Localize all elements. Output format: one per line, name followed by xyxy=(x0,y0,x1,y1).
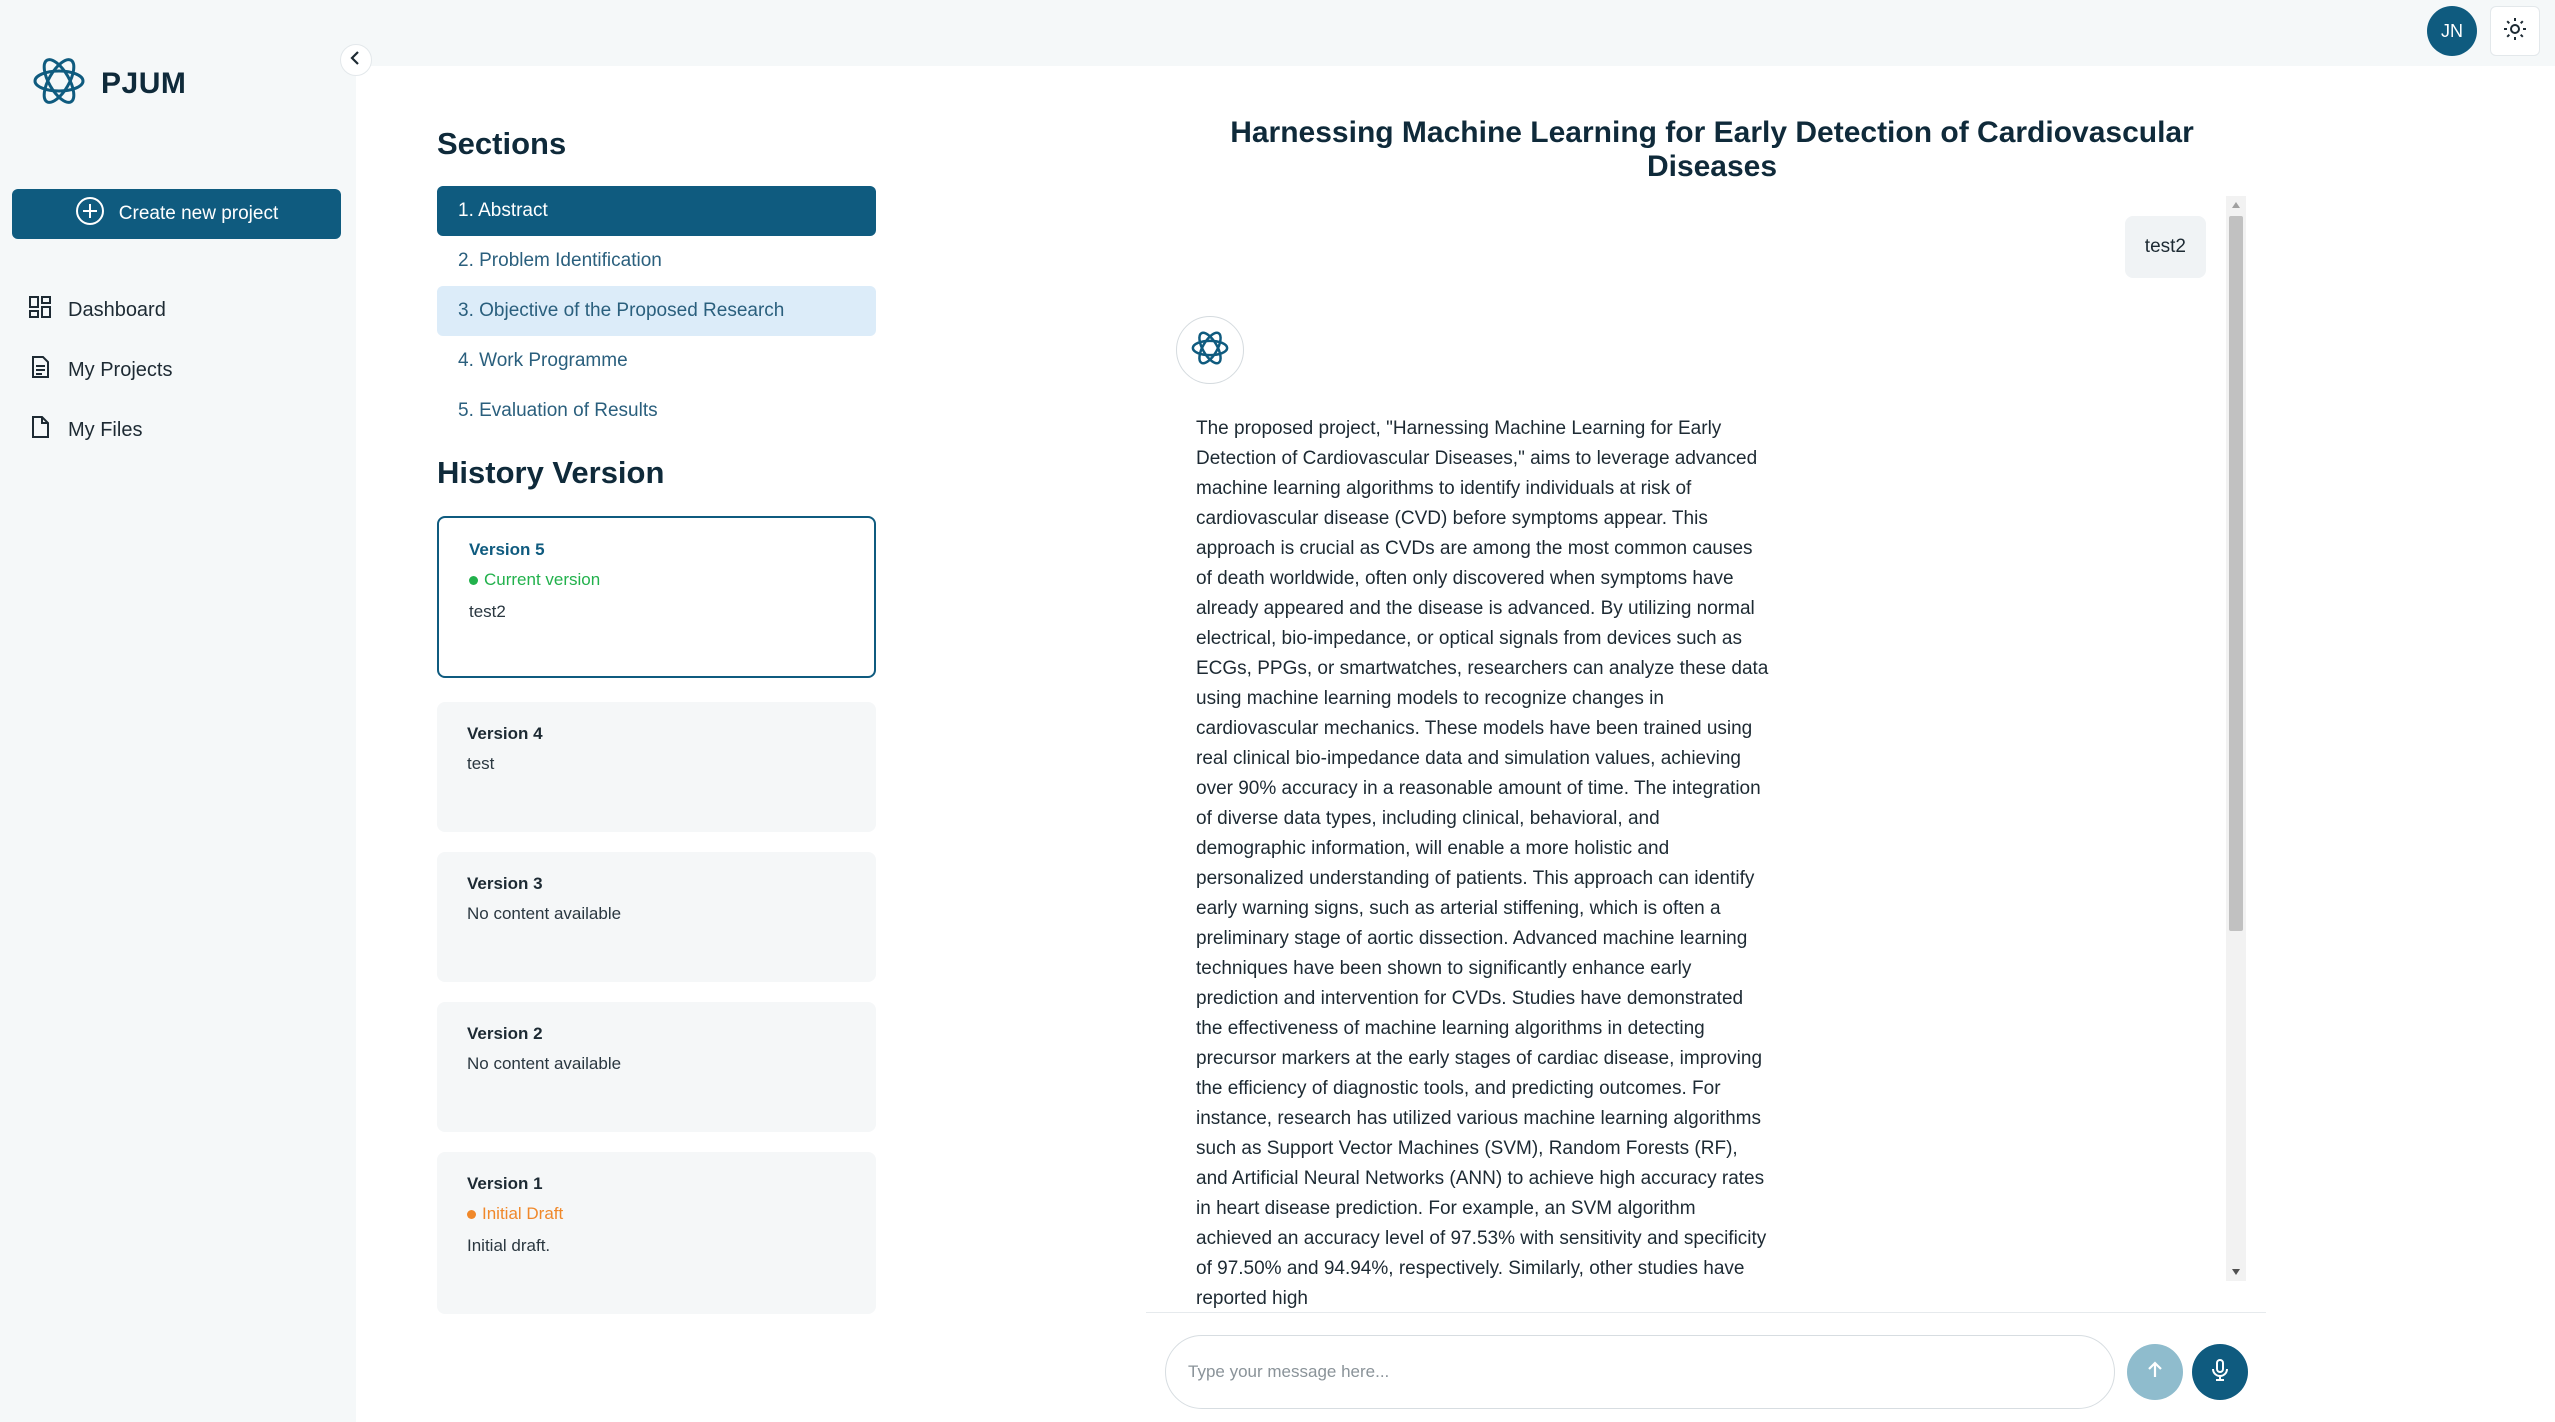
version-card-4[interactable] xyxy=(437,702,876,832)
sidebar-item-my-files[interactable] xyxy=(28,400,172,460)
version-name: Version 4 xyxy=(467,724,543,743)
sidebar-item-label: Dashboard xyxy=(68,298,166,321)
version-card-1[interactable] xyxy=(437,1152,876,1314)
version-text: Initial draft. xyxy=(467,1236,551,1255)
input-divider xyxy=(1146,1312,2266,1313)
version-card-3[interactable] xyxy=(437,852,876,982)
sidebar-nav xyxy=(28,280,172,460)
version-card-2[interactable] xyxy=(437,1002,876,1132)
version-text: No content available xyxy=(467,1054,622,1073)
create-project-label: Create new project xyxy=(118,203,279,224)
version-name: Version 5 xyxy=(469,540,545,559)
section-item-abstract[interactable]: 1. Abstract xyxy=(437,186,876,236)
logo-icon xyxy=(31,53,87,114)
chevron-left-icon xyxy=(348,50,364,71)
version-card-5[interactable] xyxy=(437,516,876,678)
document-title: Harnessing Machine Learning for Early Detection of Cardiovascular Diseases xyxy=(1230,116,2194,183)
section-item-evaluation[interactable]: 5. Evaluation of Results xyxy=(458,400,658,421)
section-item-problem-identification[interactable]: 2. Problem Identification xyxy=(458,250,662,271)
version-name: Version 1 xyxy=(467,1174,543,1193)
sidebar-item-dashboard[interactable] xyxy=(28,280,172,340)
chat-scrollbar[interactable] xyxy=(2226,196,2246,1281)
assistant-logo-icon xyxy=(1190,328,1230,373)
section-list xyxy=(437,186,876,436)
version-text: No content available xyxy=(467,904,622,923)
microphone-icon xyxy=(2208,1358,2232,1387)
chat-area[interactable] xyxy=(1146,196,2246,1309)
history-heading: History Version xyxy=(437,455,665,490)
sun-icon xyxy=(2503,17,2527,46)
version-status xyxy=(469,570,844,590)
sidebar xyxy=(0,0,356,1422)
sidebar-item-label: My Files xyxy=(68,418,143,441)
section-item-work-programme[interactable]: 4. Work Programme xyxy=(458,350,628,371)
theme-toggle-button[interactable] xyxy=(2490,6,2540,56)
create-project-button[interactable] xyxy=(12,189,341,239)
scroll-thumb[interactable] xyxy=(2229,216,2243,931)
sections-heading: Sections xyxy=(437,126,567,161)
version-status-label: Initial Draft xyxy=(482,1204,564,1223)
version-status xyxy=(467,1204,846,1224)
dashboard-icon xyxy=(28,295,52,325)
version-status-label: Current version xyxy=(484,570,601,589)
document-icon xyxy=(28,355,52,385)
sidebar-item-label: My Projects xyxy=(68,358,173,381)
collapse-sidebar-button[interactable] xyxy=(340,44,372,76)
send-button[interactable] xyxy=(2127,1344,2183,1400)
version-name: Version 3 xyxy=(467,874,543,893)
assistant-message-text: The proposed project, "Harnessing Machine Learning for Early Detection of Cardiovascular Diseases," aims to leverage advanced machine learning algorithms to identify individuals at risk of cardiovascular disease (CVD) before symptoms appear. This approach is crucial as CVDs are among the most common causes of death worldwide, often only discovered when symptoms have already appeared and the disease is advanced. By utilizing normal electrical, bio-impedance, or optical signals from devices such as ECGs, PPGs, or smartwatches, researchers can analyze these data using machine learning models to recognize changes in cardiovascular mechanics. These models have been trained using real clinical bio-impedance data and simulation values, achieving over 90% accuracy in a reasonable amount of time. The integration of diverse data types, including clinical, behavioral, and demographic information, will enable a more holistic and personalized understanding of patients. This approach can identify early warning signs, such as arterial stiffening, which is often a preliminary stage of aortic dissection. Advanced machine learning techniques have been shown to significantly enhance early prediction and intervention for CVDs. Studies have demonstrated the effectiveness of machine learning algorithms in detecting precursor markers at the early stages of cardiac disease, improving the efficiency of diagnostic tools, and predicting outcomes. For instance, research has utilized various machine learning algorithms such as Support Vector Machines (SVM), Random Forests (RF), and Artificial Neural Networks (ANN) to achieve high accuracy rates in heart disease prediction. For example, an SVM algorithm achieved an accuracy level of 97.53% with sensitivity and specificity of 97.50% and 94.94%, respectively. Similarly, other studies have reported high xyxy=(1196,418,1769,1309)
version-text: test2 xyxy=(469,602,506,621)
sidebar-item-my-projects[interactable] xyxy=(28,340,172,400)
main-panel xyxy=(356,66,2555,1422)
user-message-bubble: test2 xyxy=(2125,216,2206,278)
status-dot-icon xyxy=(467,1210,476,1219)
scroll-up-arrow-icon[interactable] xyxy=(2226,196,2246,214)
assistant-avatar xyxy=(1176,316,1244,384)
file-icon xyxy=(28,415,52,445)
user-avatar[interactable]: JN xyxy=(2427,6,2477,56)
scroll-down-arrow-icon[interactable] xyxy=(2226,1263,2246,1281)
status-dot-icon xyxy=(469,576,478,585)
arrow-up-icon xyxy=(2144,1359,2166,1386)
microphone-button[interactable] xyxy=(2192,1344,2248,1400)
message-input[interactable] xyxy=(1165,1335,2115,1409)
section-item-objective[interactable]: 3. Objective of the Proposed Research xyxy=(437,286,876,336)
app-logo[interactable] xyxy=(31,53,186,114)
app-name: PJUM xyxy=(101,66,187,100)
plus-circle-icon xyxy=(75,196,105,232)
version-name: Version 2 xyxy=(467,1024,543,1043)
version-text: test xyxy=(467,754,495,773)
